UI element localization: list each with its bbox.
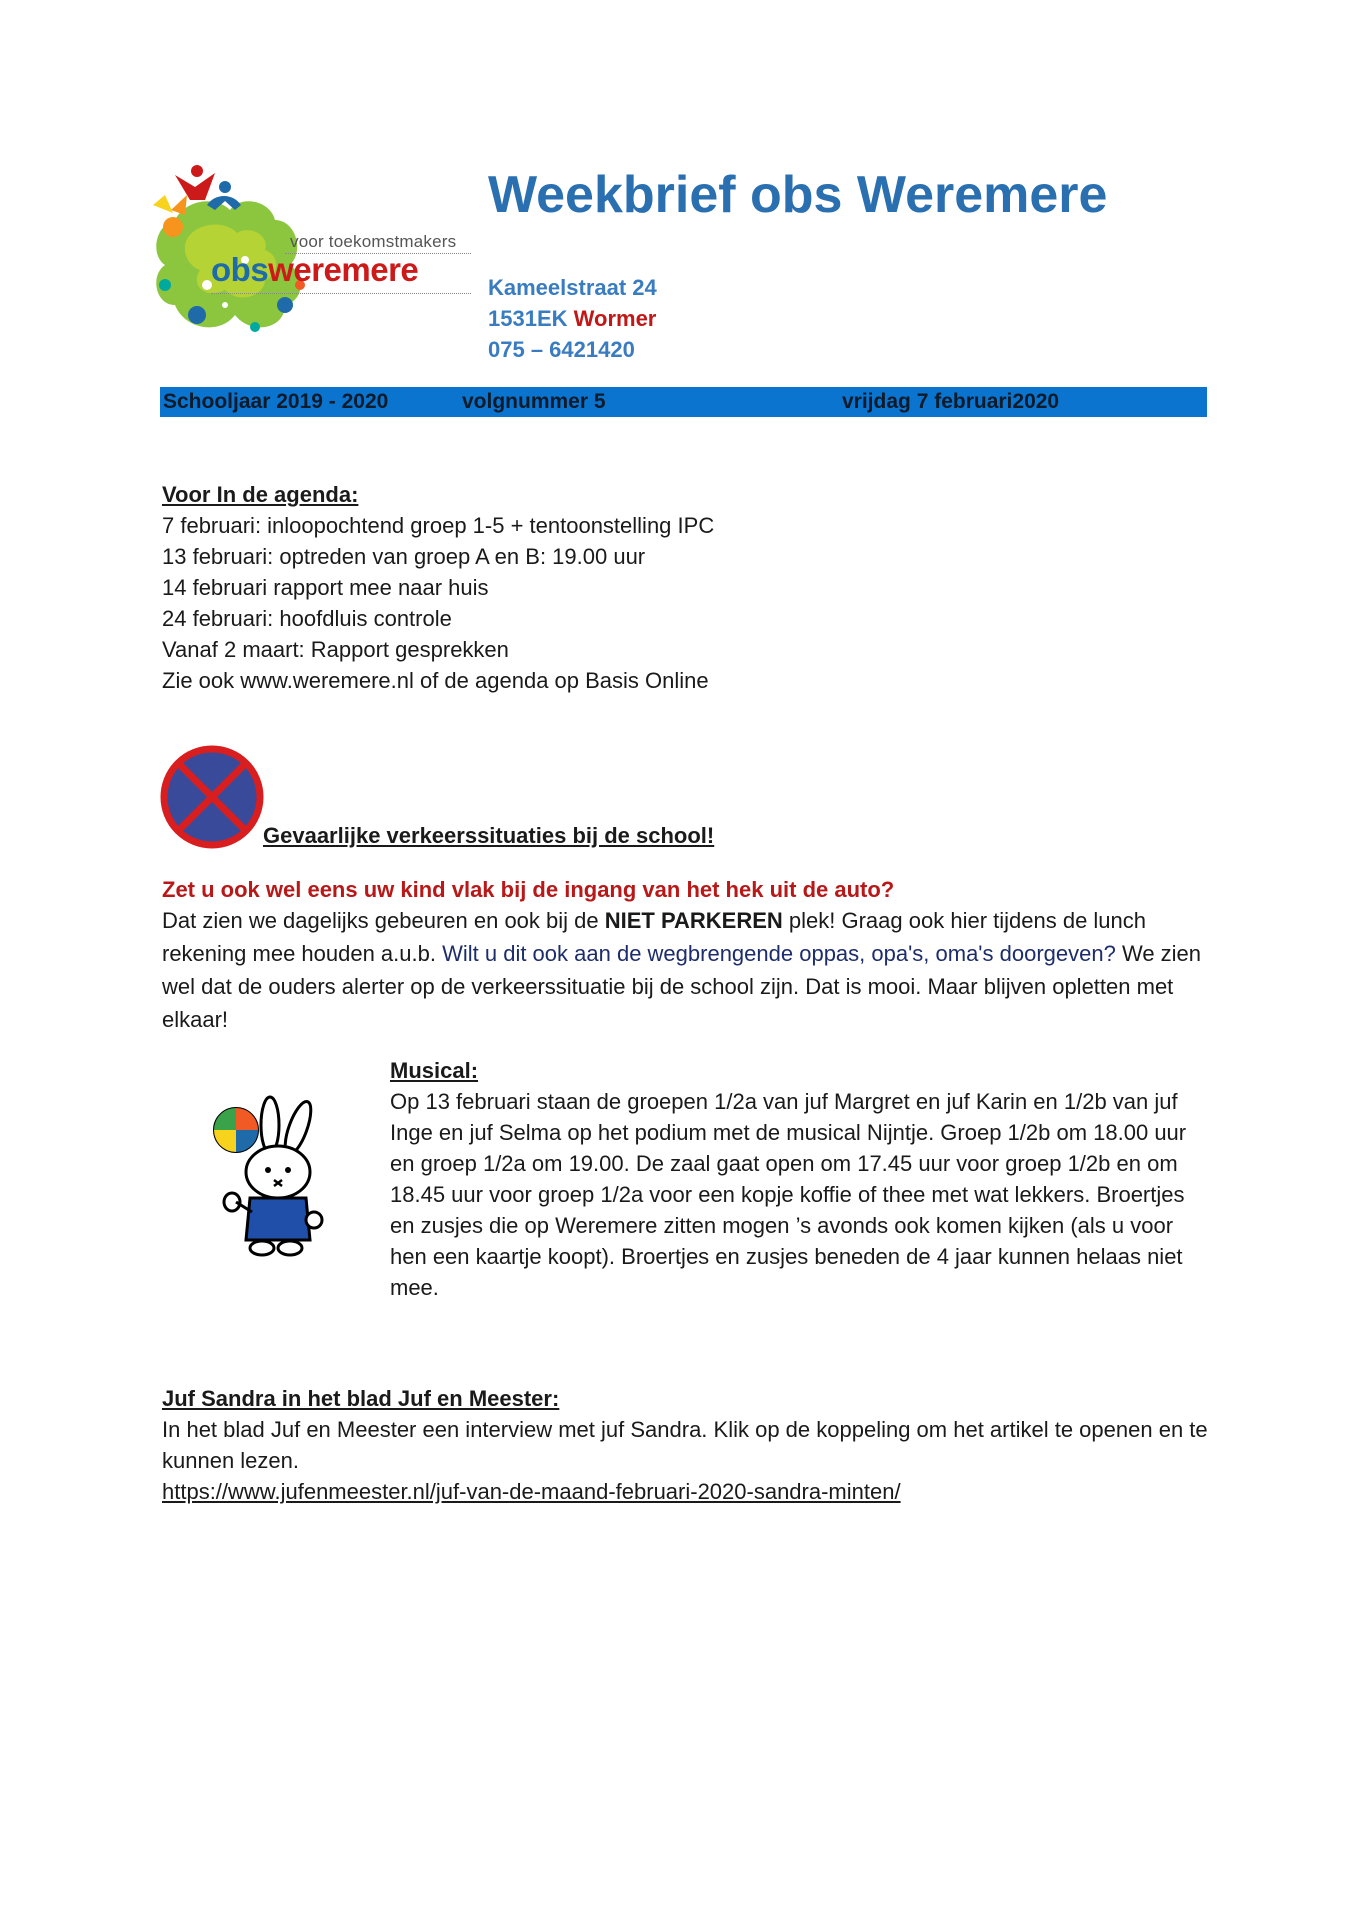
nijntje-with-ball-icon [210, 1090, 325, 1260]
logo-name-part1: obs [211, 251, 269, 288]
traffic-text-b: plek! Graag ook hier tijdens de lunch rekening mee houden a.u.b. [162, 908, 1147, 966]
musical-heading: Musical: [390, 1058, 479, 1083]
traffic-heading: Gevaarlijke verkeerssituaties bij de school! [263, 823, 715, 848]
musical-body: Op 13 februari staan de groepen 1/2a van juf Margret en juf Karin en 1/2b van juf Inge en juf Selma op het podium met de musical Nijntje. Groep 1/2b om 18.00 uur en groep 1/2a om 19.00. De zaal gaat open om 17.45 uur voor groep 1/2b en om 18.45 uur voor groep 1/2a voor een kopje koffie of thee met wat lekkers. Broertjes en zusjes die op Weremere zitten mogen ’s avonds ook komen kijken (als u voor hen een kaartje koopt). Broertjes en zusjes beneden de 4 jaar kunnen helaas niet mee. [390, 1089, 1187, 1300]
sandra-article-link[interactable]: https://www.jufenmeester.nl/juf-van-de-maand-februari-2020-sandra-minten/ [162, 1479, 901, 1504]
niet-parkeren-label: NIET PARKEREN [604, 908, 783, 933]
no-parking-sign-icon [160, 745, 264, 849]
phone-number: 075 – 6421420 [488, 337, 635, 362]
traffic-text-a: Dat zien we dagelijks gebeuren en ook bij de [162, 908, 605, 933]
agenda-item: Vanaf 2 maart: Rapport gesprekken [162, 637, 509, 662]
traffic-paragraph [162, 904, 1217, 1036]
agenda-heading: Voor In de agenda: [162, 482, 359, 507]
school-logo [145, 165, 475, 350]
logo-name [211, 251, 418, 289]
sandra-body: In het blad Juf en Meester een interview met juf Sandra. Klik op de koppeling om het artikel te openen en te kunnen lezen. [162, 1417, 1208, 1473]
agenda-item: Zie ook www.weremere.nl of de agenda op Basis Online [162, 668, 709, 693]
agenda-item: 24 februari: hoofdluis controle [162, 606, 452, 631]
address-street: Kameelstraat 24 [488, 275, 657, 300]
traffic-question: Zet u ook wel eens uw kind vlak bij de ingang van het hek uit de auto? [162, 877, 895, 902]
address-city: Wormer [573, 306, 657, 331]
page-title: Weekbrief obs Weremere [488, 166, 1108, 224]
info-bar [160, 387, 1207, 417]
address-city-line [488, 306, 656, 332]
logo-name-part2: weremere [268, 251, 419, 288]
agenda-item: 13 februari: optreden van groep A en B: 19.00 uur [162, 544, 646, 569]
address-postcode: 1531EK [488, 306, 568, 331]
schoolyear-label: Schooljaar 2019 - 2020 [163, 390, 389, 413]
sequence-number: volgnummer 5 [462, 390, 606, 413]
issue-date: vrijdag 7 februari2020 [842, 390, 1060, 413]
traffic-text-navy: Wilt u dit ook aan de wegbrengende oppas, opa's, oma's doorgeven? [442, 941, 1116, 966]
traffic-text-c: We zien wel dat de ouders alerter op de verkeerssituatie bij de school zijn. Dat is mooi. Maar blijven opletten met elkaar! [162, 941, 1202, 1032]
sandra-heading: Juf Sandra in het blad Juf en Meester: [162, 1386, 560, 1411]
agenda-item: 7 februari: inloopochtend groep 1-5 + tentoonstelling IPC [162, 513, 715, 538]
agenda-item: 14 februari rapport mee naar huis [162, 575, 489, 600]
logo-underline [211, 293, 471, 295]
logo-tagline: voor toekomstmakers [290, 232, 457, 251]
